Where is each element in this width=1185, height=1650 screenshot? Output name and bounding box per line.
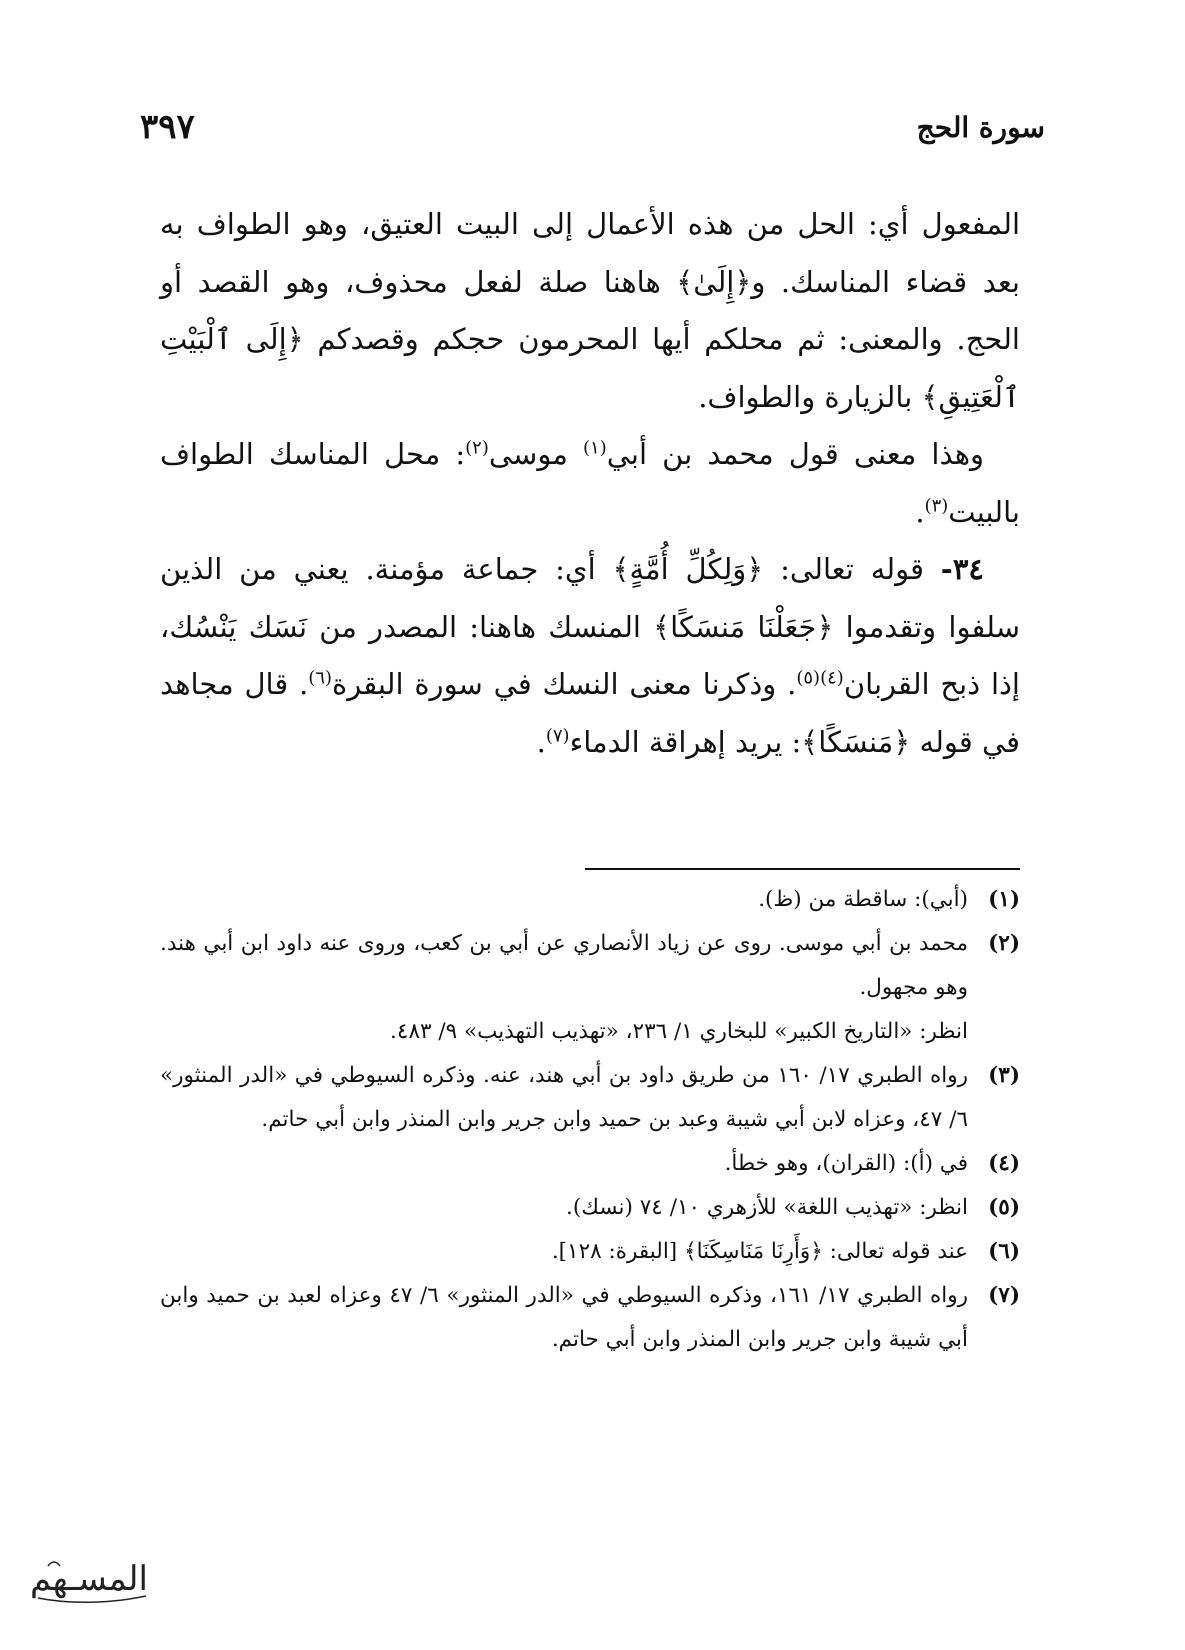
paragraph-3-text-c: . قال مجاهد في قوله ﴿مَنسَكًا﴾: يريد إهراقة الدماء bbox=[160, 667, 1020, 759]
footnote-ref-4[interactable]: (٤) bbox=[820, 667, 844, 689]
paragraph-2-text-d: . bbox=[915, 494, 925, 529]
footnote-line: رواه الطبري ١٧/ ١٦١، وذكره السيوطي في «الدر المنثور» ٦/ ٤٧ وعزاه لعبد بن حميد وابن أبي شيبة وابن جرير وابن المنذر وابن أبي حاتم. bbox=[160, 1283, 969, 1352]
footnote-ref-5[interactable]: (٥) bbox=[796, 667, 821, 689]
footnote bbox=[160, 1230, 1020, 1274]
footnote-line: في (أ): (القران)، وهو خطأ. bbox=[724, 1151, 968, 1176]
footnote-line: (أبي): ساقطة من (ظ). bbox=[758, 887, 968, 912]
footnote-number: (٢) bbox=[988, 931, 1020, 956]
logo-calligraphy: المسـهم bbox=[29, 1559, 148, 1599]
footnote-text bbox=[160, 1274, 968, 1362]
footnote-number: (١) bbox=[988, 887, 1020, 912]
footnote-line: انظر: «التاريخ الكبير» للبخاري ١/ ٢٣٦، «تهذيب التهذيب» ٩/ ٤٨٣. bbox=[390, 1019, 968, 1044]
paragraph-3-text-b: . وذكرنا معنى النسك في سورة البقرة bbox=[332, 667, 797, 701]
footnote-ref-6[interactable]: (٦) bbox=[308, 667, 333, 689]
footnote bbox=[160, 1186, 1020, 1230]
footnote bbox=[160, 1274, 1020, 1362]
paragraph-1 bbox=[160, 196, 1020, 426]
footnote-text bbox=[160, 1054, 968, 1142]
footnote-text bbox=[160, 1230, 968, 1274]
page-header bbox=[140, 102, 1045, 152]
paragraph-2 bbox=[160, 426, 1020, 541]
footnote bbox=[160, 878, 1020, 922]
footnote-ref-3[interactable]: (٣) bbox=[924, 494, 949, 516]
footnote-line: انظر: «تهذيب اللغة» للأزهري ١٠/ ٧٤ (نسك). bbox=[566, 1195, 968, 1220]
footnote-text bbox=[160, 922, 968, 1054]
footnote-text bbox=[160, 1186, 968, 1230]
footnotes bbox=[160, 878, 1020, 1362]
footnote bbox=[160, 1054, 1020, 1142]
surah-title: سورة الحج bbox=[916, 110, 1045, 144]
footnote-text bbox=[160, 878, 968, 922]
footnote-ref-1[interactable]: (١) bbox=[583, 437, 607, 459]
footnote-text bbox=[160, 1142, 968, 1186]
footnote-line: عند قوله تعالى: ﴿وَأَرِنَا مَنَاسِكَنَا﴾ [البقرة: ١٢٨]. bbox=[551, 1239, 968, 1264]
footnote-number: (٥) bbox=[988, 1195, 1020, 1220]
footnote-number: (٦) bbox=[988, 1239, 1020, 1264]
main-text bbox=[160, 196, 1020, 771]
verse-number: ٣٤- bbox=[940, 552, 984, 586]
footnote-ref-2[interactable]: (٢) bbox=[465, 437, 489, 459]
paragraph-2-text-b: موسى bbox=[488, 437, 583, 471]
footnote-number: (٤) bbox=[988, 1151, 1020, 1176]
footnote-line: محمد بن أبي موسى. روى عن زياد الأنصاري عن أبي بن كعب، وروى عنه داود ابن أبي هند. وهو مجهول. bbox=[160, 931, 968, 1000]
footnote-divider bbox=[585, 868, 1020, 870]
footnote-line: رواه الطبري ١٧/ ١٦٠ من طريق داود بن أبي هند، عنه. وذكره السيوطي في «الدر المنثور» ٦/ ٤٧، وعزاه لابن أبي شيبة وعبد بن حميد وابن جرير وابن المنذر وابن أبي حاتم. bbox=[160, 1063, 968, 1132]
footnote bbox=[160, 922, 1020, 1054]
footnote-number: (٣) bbox=[988, 1063, 1020, 1088]
page-number: ٣٩٧ bbox=[140, 107, 195, 147]
paragraph-3 bbox=[160, 541, 1020, 771]
paragraph-1-text: المفعول أي: الحل من هذه الأعمال إلى البيت العتيق، وهو الطواف به بعد قضاء المناسك. و﴿إِلَىٰ﴾ هاهنا صلة لفعل محذوف، وهو القصد أو الحج. والمعنى: ثم محلكم أيها المحرمون حجكم وقصدكم ﴿إِلَى ٱلْبَيْتِ ٱلْعَتِيقِ﴾ بالزيارة والطواف. bbox=[160, 207, 1020, 414]
footnote-ref-7[interactable]: (٧) bbox=[545, 724, 570, 746]
publisher-logo bbox=[28, 1552, 153, 1610]
footnote-number: (٧) bbox=[988, 1283, 1020, 1308]
paragraph-2-text-c: : محل المناسك الطواف بالبيت bbox=[160, 437, 1020, 529]
footnote bbox=[160, 1142, 1020, 1186]
paragraph-2-text-a: وهذا معنى قول محمد بن أبي bbox=[606, 437, 984, 471]
paragraph-3-text-a: قوله تعالى: ﴿وَلِكُلِّ أُمَّةٍ﴾ أي: جماعة مؤمنة. يعني من الذين سلفوا وتقدموا ﴿جَعَلْنَا مَنسَكًا﴾ المنسك هاهنا: المصدر من نَسَك يَنْسُك، إذا ذبح القربان bbox=[160, 552, 1020, 701]
paragraph-3-text-d: . bbox=[536, 724, 546, 759]
